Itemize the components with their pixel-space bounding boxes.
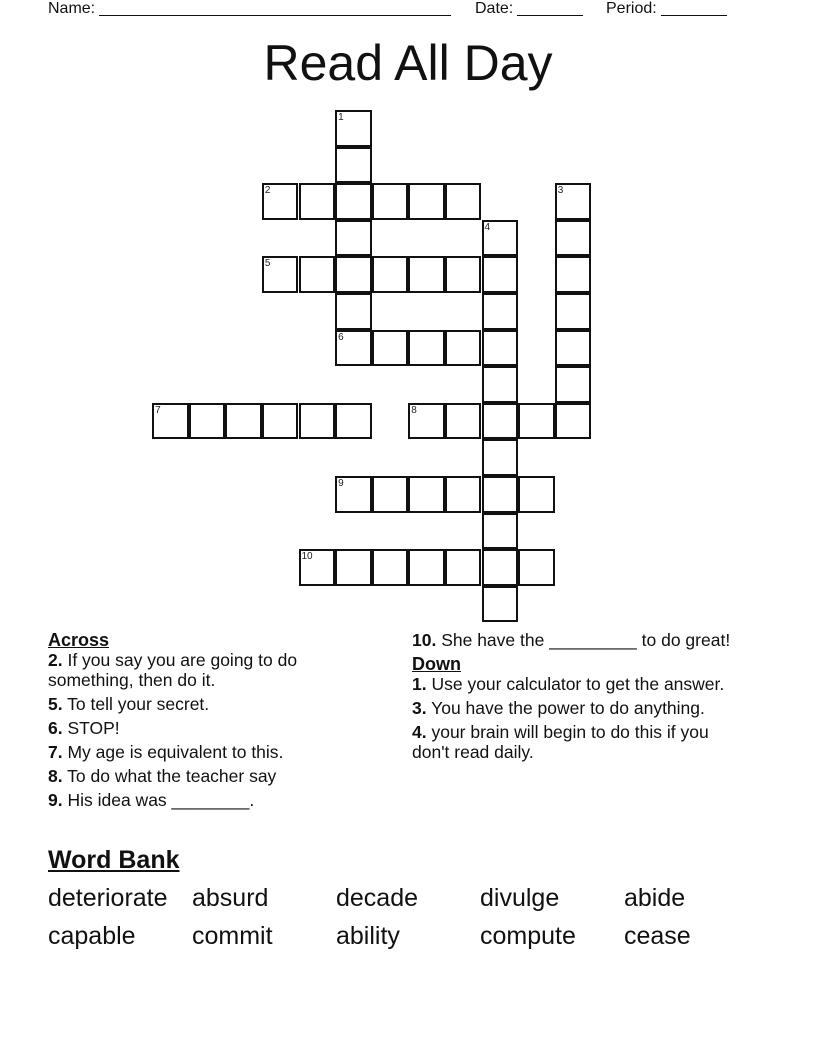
grid-cell[interactable] (408, 403, 445, 440)
period-line[interactable] (661, 0, 727, 16)
word-bank-word: commit (192, 922, 273, 950)
grid-cell[interactable] (335, 403, 372, 440)
grid-cell[interactable] (482, 439, 519, 476)
clue-number: 4 (484, 221, 491, 233)
grid-cell[interactable] (445, 403, 482, 440)
clue-number-label: 3. (412, 698, 427, 718)
clue-text: STOP! (62, 718, 120, 738)
across-heading: Across (48, 630, 110, 650)
grid-cell[interactable] (335, 293, 372, 330)
date-line[interactable] (517, 0, 583, 16)
grid-cell[interactable] (518, 476, 555, 513)
grid-cell[interactable] (482, 476, 519, 513)
word-bank-word: absurd (192, 884, 269, 912)
grid-cell[interactable] (482, 549, 519, 586)
clue (412, 674, 732, 694)
grid-cell[interactable] (152, 403, 189, 440)
grid-cell[interactable] (555, 403, 592, 440)
grid-cell[interactable] (482, 220, 519, 257)
grid-cell[interactable] (518, 549, 555, 586)
word-bank-word: ability (336, 922, 400, 950)
clue-number: 2 (264, 185, 271, 197)
grid-cell[interactable] (518, 403, 555, 440)
clue-text: She have the _________ to do great! (436, 630, 731, 650)
clue (48, 766, 368, 786)
grid-cell[interactable] (372, 330, 409, 367)
page-title: Read All Day (263, 35, 553, 91)
clue-number-label: 1. (412, 674, 427, 694)
grid-cell[interactable] (335, 256, 372, 293)
clues-right-column (412, 630, 732, 766)
clue-text: His idea was ________. (62, 790, 255, 810)
clue (412, 698, 732, 718)
grid-cell[interactable] (372, 549, 409, 586)
clue-number-label: 10. (412, 630, 437, 650)
grid-cell[interactable] (482, 586, 519, 623)
word-bank-word: cease (624, 922, 691, 950)
clue-number: 3 (557, 185, 564, 197)
grid-cell[interactable] (482, 366, 519, 403)
grid-cell[interactable] (555, 183, 592, 220)
clue-number: 6 (338, 331, 344, 343)
down-clue-list (412, 674, 732, 762)
grid-cell[interactable] (445, 476, 482, 513)
clue-number: 9 (338, 478, 344, 489)
grid-cell[interactable] (555, 256, 592, 293)
grid-cell[interactable] (189, 403, 226, 440)
word-bank-word: compute (480, 922, 576, 950)
clue-number: 5 (264, 258, 271, 270)
word-bank-word: decade (336, 884, 419, 912)
grid-cell[interactable] (262, 183, 299, 220)
clue-number-label: 9. (48, 790, 63, 810)
word-bank-word: deteriorate (48, 884, 168, 912)
grid-cell[interactable] (482, 256, 519, 293)
grid-cell[interactable] (445, 330, 482, 367)
name-line[interactable] (99, 0, 451, 16)
clue-text: You have the power to do anything. (426, 698, 705, 718)
grid-cell[interactable] (555, 330, 592, 367)
grid-cell[interactable] (555, 220, 592, 257)
grid-cell[interactable] (262, 256, 299, 293)
word-bank-word: abide (624, 884, 686, 912)
grid-cell[interactable] (555, 293, 592, 330)
clue (48, 742, 368, 762)
grid-cell[interactable] (335, 549, 372, 586)
clue-number-label: 7. (48, 742, 63, 762)
clue (48, 790, 368, 810)
word-bank-title: Word Bank (48, 846, 180, 874)
grid-cell[interactable] (408, 549, 445, 586)
grid-cell[interactable] (299, 256, 336, 293)
grid-cell[interactable] (408, 476, 445, 513)
date-field[interactable] (475, 0, 583, 18)
period-field[interactable] (606, 0, 727, 18)
clue-text: If you say you are going to do something, then do it. (48, 650, 298, 690)
clue-number: 8 (411, 404, 417, 416)
clue-number-label: 4. (412, 722, 427, 742)
clue-number: 7 (155, 404, 161, 416)
grid-cell[interactable] (299, 183, 336, 220)
clues-left-column (48, 630, 368, 814)
worksheet-header (0, 0, 816, 20)
date-label: Date: (475, 0, 514, 17)
clue (412, 630, 732, 650)
word-bank-word: divulge (480, 884, 560, 912)
grid-cell[interactable] (482, 513, 519, 550)
grid-cell[interactable] (335, 110, 372, 147)
clue (48, 650, 368, 690)
grid-cell[interactable] (299, 549, 336, 586)
down-heading: Down (412, 654, 461, 674)
grid-cell[interactable] (335, 183, 372, 220)
grid-cell[interactable] (408, 256, 445, 293)
clue-text: your brain will begin to do this if you don't read daily. (412, 722, 709, 762)
clue-number-label: 5. (48, 694, 63, 714)
name-label: Name: (48, 0, 96, 17)
period-label: Period: (606, 0, 657, 17)
grid-cell[interactable] (372, 476, 409, 513)
grid-cell[interactable] (445, 549, 482, 586)
across-clue-list (48, 650, 368, 810)
grid-cell[interactable] (408, 330, 445, 367)
name-field[interactable] (48, 0, 451, 18)
clue (412, 722, 732, 762)
grid-cell[interactable] (335, 330, 372, 367)
grid-cell[interactable] (372, 183, 409, 220)
grid-cell[interactable] (408, 183, 445, 220)
clue (48, 694, 368, 714)
word-bank-word: capable (48, 922, 136, 950)
clue-text: To do what the teacher say (62, 766, 277, 786)
grid-cell[interactable] (482, 403, 519, 440)
clue-text: Use your calculator to get the answer. (426, 674, 725, 694)
grid-cell[interactable] (335, 147, 372, 184)
grid-cell[interactable] (225, 403, 262, 440)
grid-cell[interactable] (482, 330, 519, 367)
grid-cell[interactable] (299, 403, 336, 440)
clue (48, 718, 368, 738)
grid-cell[interactable] (445, 183, 482, 220)
clue-number-label: 2. (48, 650, 63, 670)
grid-cell[interactable] (555, 366, 592, 403)
grid-cell[interactable] (445, 256, 482, 293)
clue-number-label: 6. (48, 718, 63, 738)
clue-number: 1 (338, 112, 344, 123)
clue-number-label: 8. (48, 766, 63, 786)
grid-cell[interactable] (262, 403, 299, 440)
across-clue-list-continued (412, 630, 732, 650)
grid-cell[interactable] (335, 220, 372, 257)
grid-cell[interactable] (372, 256, 409, 293)
clue-text: My age is equivalent to this. (62, 742, 284, 762)
grid-cell[interactable] (335, 476, 372, 513)
clue-number: 10 (301, 551, 313, 563)
clue-text: To tell your secret. (62, 694, 210, 714)
grid-cell[interactable] (482, 293, 519, 330)
